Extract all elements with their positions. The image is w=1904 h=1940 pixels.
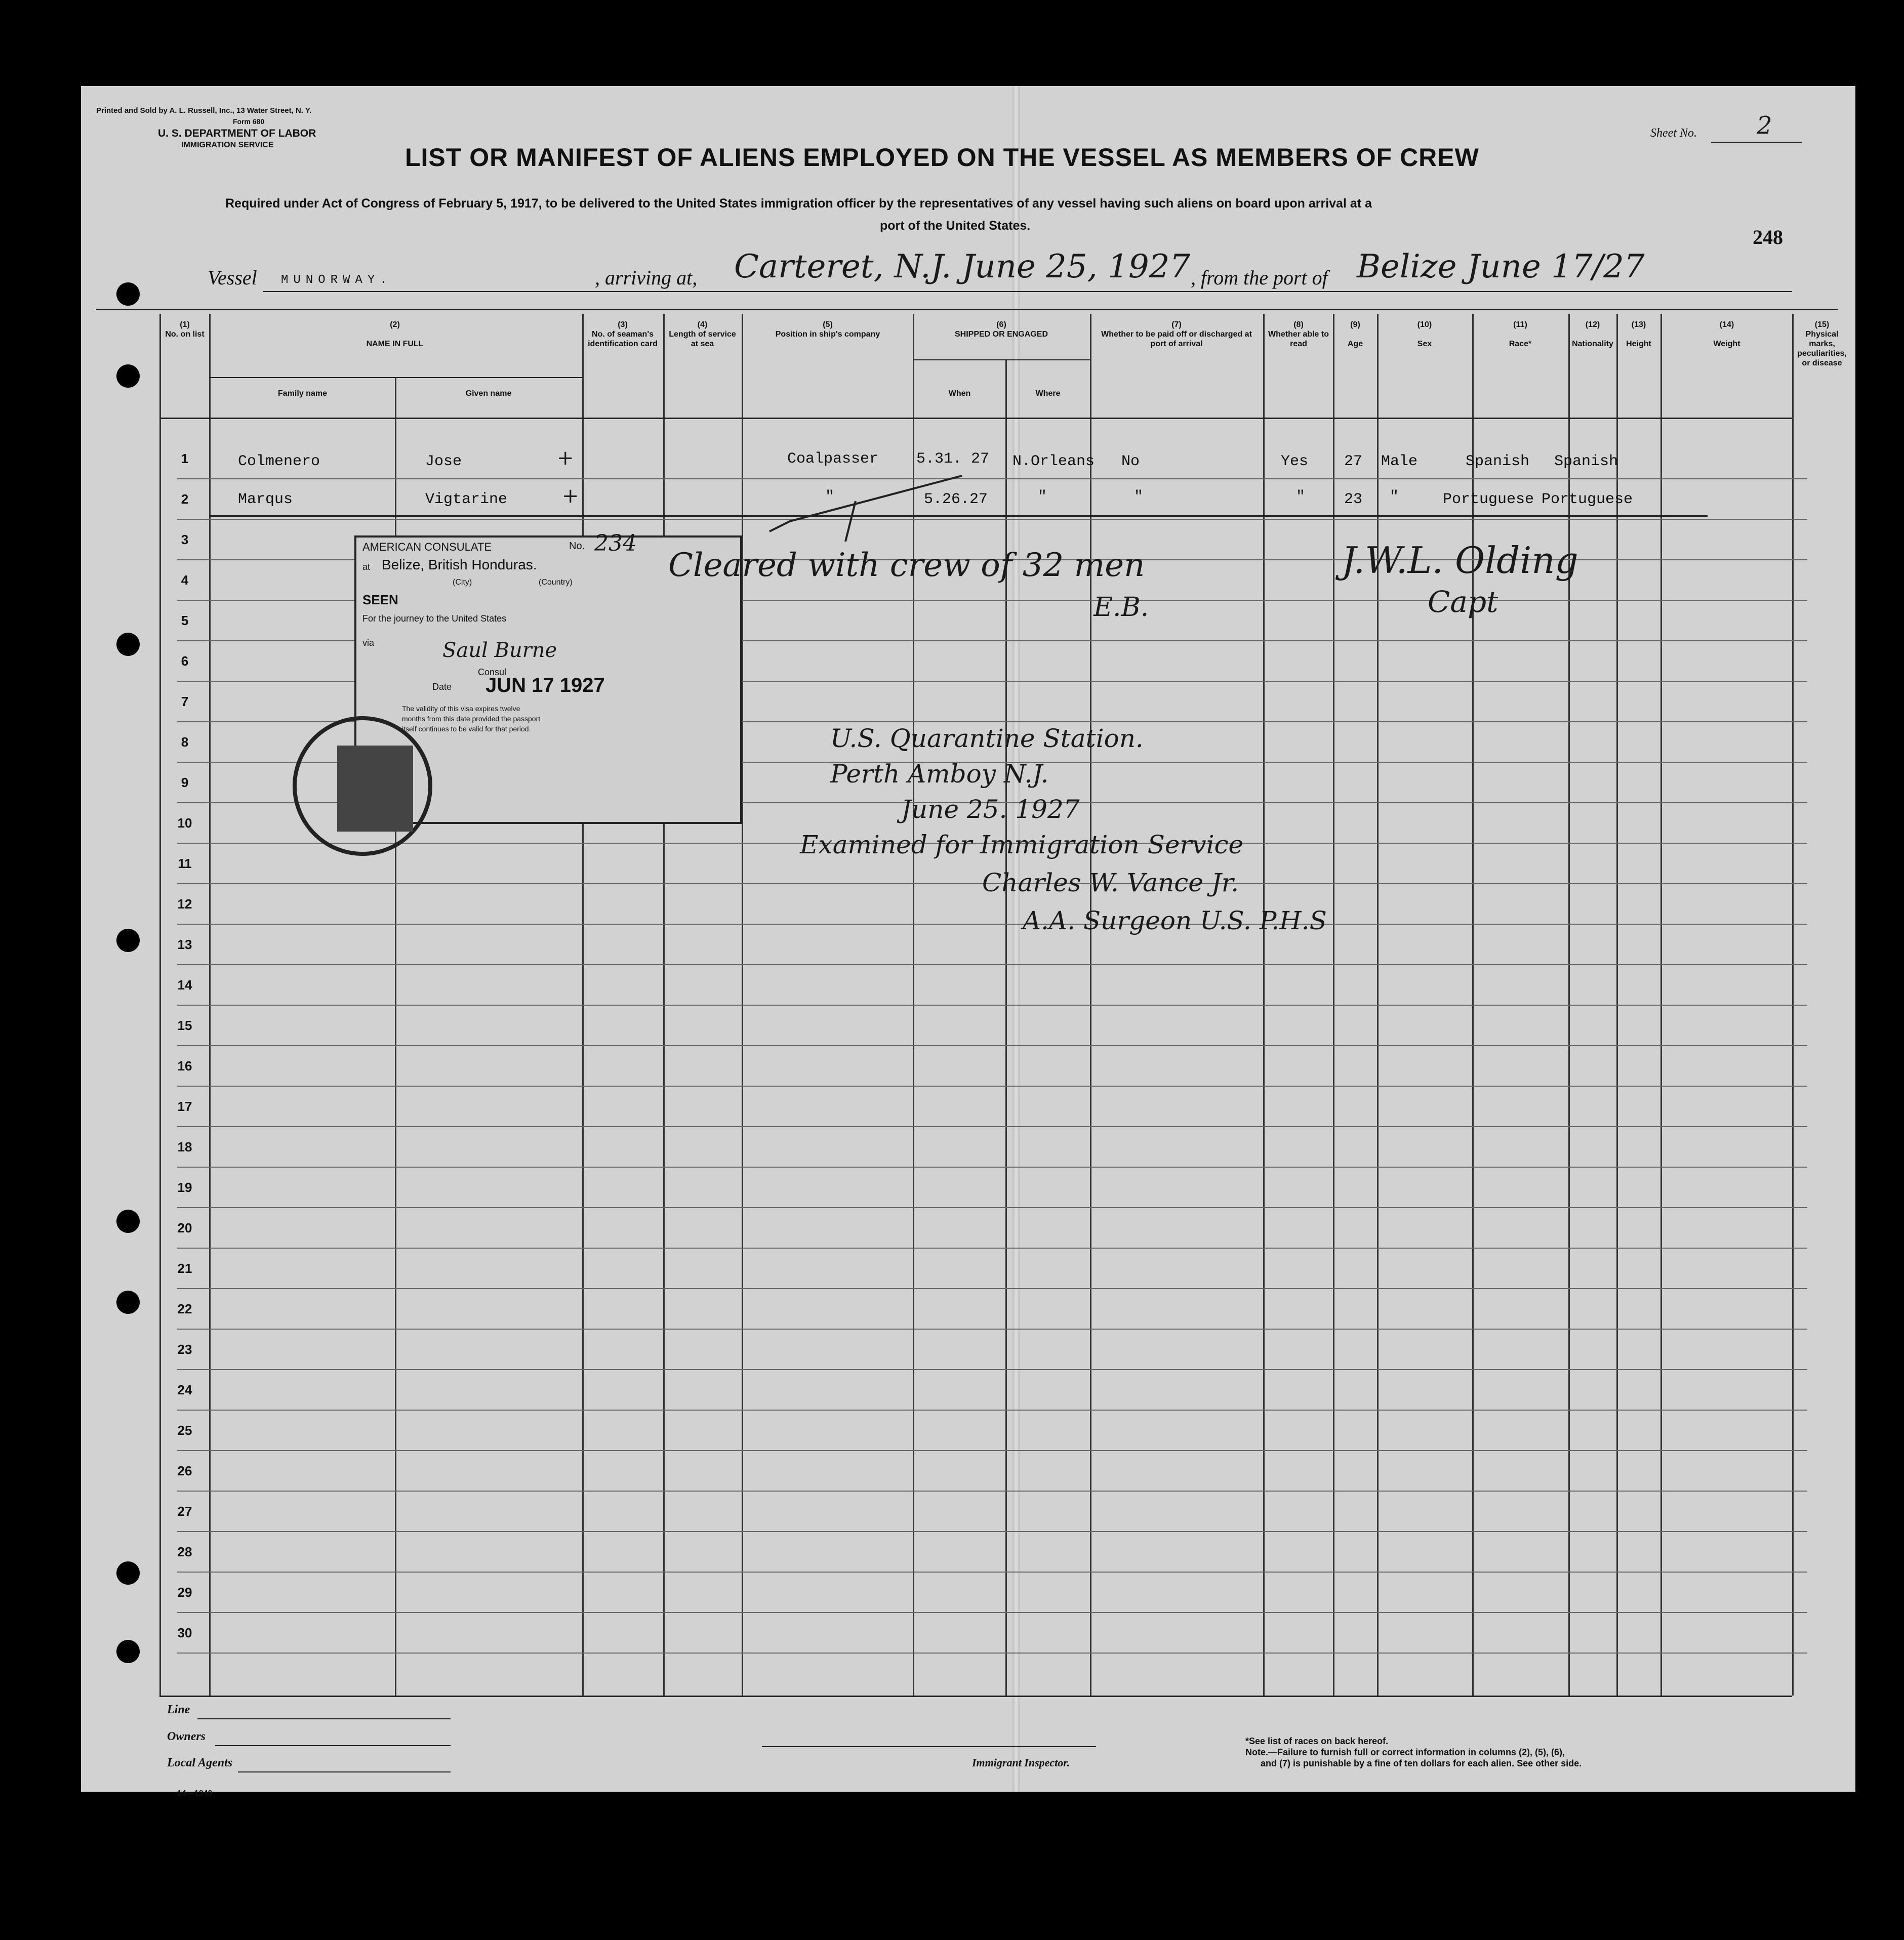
stamp-validity-1: The validity of this visa expires twelve [402,705,520,713]
row-number: 3 [181,532,189,547]
agents-field [238,1771,451,1772]
col15-header: (15) Physical marks, peculiarities, or disease [1797,320,1847,367]
mark-cell: + [557,446,574,470]
row-number: 4 [181,572,189,588]
row-number: 22 [177,1301,192,1316]
footnote-fine-1: Note.—Failure to furnish full or correct information in columns (2), (5), (6), [1245,1747,1565,1757]
sex-cell: Male [1381,453,1418,470]
row-number: 7 [181,694,189,709]
row-line [177,1045,1807,1046]
position-cell: Coalpasser [787,450,879,468]
row-number: 17 [177,1099,192,1114]
row-number: 27 [177,1504,192,1519]
row-line [177,1572,1807,1573]
row-line [177,964,1807,965]
sheet-number: 2 [1757,111,1772,140]
row-number: 1 [181,451,189,466]
sex-cell: " [1390,488,1399,506]
stamp-validity-2: months from this date provided the passport [402,715,541,723]
col5-header: (5) Position in ship's company [775,320,880,339]
col12-header: (12) Nationality [1572,320,1613,348]
table-bottom-line [159,1696,1792,1697]
age-cell: 27 [1344,453,1363,470]
consul-signature: Saul Burne [442,639,557,662]
row-number: 25 [177,1423,192,1438]
name-subheader-line [209,377,582,378]
col2-header: (2) NAME IN FULL [366,320,424,348]
quarantine-line1: U.S. Quarantine Station. [830,724,1144,753]
row-line [177,1248,1807,1249]
row-number: 30 [177,1625,192,1640]
nationality-cell: Portuguese [1542,491,1633,508]
row-number: 8 [181,734,189,750]
row-number: 29 [177,1585,192,1600]
race-cell: Spanish [1466,453,1530,470]
row-number: 21 [177,1261,192,1276]
page-number: 248 [1753,226,1783,249]
table-top-border [96,309,1838,310]
line-field [197,1718,451,1719]
row-number: 24 [177,1382,192,1397]
row-number: 15 [177,1018,192,1033]
col9-header: (9) Age [1347,320,1363,348]
stamp-header: AMERICAN CONSULATE [362,541,492,553]
binder-hole [116,364,140,388]
read-cell: Yes [1281,453,1309,470]
read-cell: " [1296,488,1306,506]
col8-header: (8) Whether able to read [1268,320,1329,348]
where-header: Where [1035,389,1061,398]
form-code: 14—1240 [177,1789,213,1798]
vessel-label: Vessel [208,266,257,289]
subtitle-line1: Required under Act of Congress of February 5, 1917, to be delivered to the United States immigration officer by the representatives of any vessel having such aliens on board upon arrival at a [225,196,1372,211]
row-number: 26 [177,1463,192,1478]
consular-seal [293,716,432,856]
quarantine-line5: Charles W. Vance Jr. [982,868,1239,897]
subtitle-line2: port of the United States. [880,219,1031,233]
binder-hole [116,1210,140,1233]
quarantine-line4: Examined for Immigration Service [800,830,1244,859]
stamp-via-label: via [362,638,375,648]
position-cell: " [825,488,835,506]
row-number: 28 [177,1544,192,1559]
col3-header: (3) No. of seaman's identification card [588,320,658,348]
row-number: 11 [178,856,192,871]
row-line [177,1410,1807,1411]
page-title: LIST OR MANIFEST OF ALIENS EMPLOYED ON THE VESSEL AS MEMBERS OF CREW [405,143,1479,172]
stamp-city-country: Belize, British Honduras. [382,557,537,572]
inspector-label: Immigrant Inspector. [972,1756,1070,1769]
check-mark [759,471,972,542]
stamp-country-label: (Country) [539,578,573,587]
age-cell: 23 [1344,491,1363,508]
where-cell: N.Orleans [1012,453,1095,470]
stamp-at-label: at [362,562,371,572]
row-number: 9 [181,775,189,790]
quarantine-line2: Perth Amboy N.J. [830,759,1049,789]
stamp-no-value: 234 [594,530,637,556]
stamp-date-label: Date [432,682,452,692]
binder-hole [116,1640,140,1663]
stamp-no-label: No. [569,541,585,552]
binder-hole [116,1291,140,1314]
given-name-cell: Jose [425,453,462,470]
paid-off-cell: " [1134,488,1144,506]
col11-header: (11) Race* [1509,320,1532,348]
col13-header: (13) Height [1626,320,1651,348]
where-cell: " [1038,488,1047,506]
owners-label: Owners [167,1730,206,1743]
inspector-line [762,1746,1096,1747]
cleared-note: Cleared with crew of 32 men [668,547,1145,584]
row-number: 10 [177,815,192,831]
stamp-seen: SEEN [362,592,398,607]
col-line [159,314,161,1696]
row-line [177,1491,1807,1492]
given-name-cell: Vigtarine [425,491,508,508]
row-line [177,1531,1807,1532]
given-name-header: Given name [465,389,512,398]
arriving-value: Carteret, N.J. June 25, 1927 [734,248,1191,285]
binder-hole [116,929,140,952]
department: U. S. DEPARTMENT OF LABOR [158,128,316,139]
col4-header: (4) Length of service at sea [669,320,736,348]
row-line [177,1369,1807,1370]
when-header: When [948,389,971,398]
family-name-cell: Marqus [238,491,293,508]
owners-field [215,1745,451,1746]
from-label: , from the port of [1191,266,1328,289]
quarantine-line3: June 25. 1927 [901,795,1080,824]
master-signature: J.W.L. Olding [1342,539,1578,582]
binder-hole [116,1561,140,1585]
family-name-cell: Colmenero [238,453,320,470]
row-number: 12 [177,896,192,912]
nationality-cell: Spanish [1554,453,1618,470]
stamp-consul-label: Consul [478,667,507,677]
stamp-journey: For the journey to the United States [362,613,507,624]
seal-center [337,746,413,832]
row-line [177,1086,1807,1087]
row-line [177,1450,1807,1451]
service: IMMIGRATION SERVICE [181,141,274,149]
row-line [177,478,1807,479]
form-number: Form 680 [233,117,265,126]
row-line [177,1329,1807,1330]
col14-header: (14) Weight [1713,320,1740,348]
col6-header: (6) SHIPPED OR ENGAGED [954,320,1048,339]
col1-header: (1) No. on list [165,320,205,339]
quarantine-line6: A.A. Surgeon U.S. P.H.S [1023,906,1327,935]
sheet-label: Sheet No. [1650,127,1697,140]
local-agents-label: Local Agents [167,1756,233,1769]
binder-hole [116,633,140,656]
footnote-fine-2: and (7) is punishable by a fine of ten dollars for each alien. See other side. [1261,1758,1582,1768]
cleared-initials: E.B. [1093,592,1149,623]
row-number: 18 [177,1139,192,1154]
sheet-number-line [1711,142,1802,143]
paid-off-cell: No [1121,453,1140,470]
from-value: Belize June 17/27 [1357,248,1645,285]
row-number: 20 [177,1220,192,1235]
row-line [177,1612,1807,1613]
footnote-races: *See list of races on back hereof. [1245,1736,1389,1746]
row-number: 5 [181,613,189,628]
when-cell: 5.31. 27 [916,450,990,468]
row-line [177,1288,1807,1289]
vessel-underline [263,291,1792,292]
family-name-header: Family name [278,389,327,398]
row-number: 6 [181,653,189,669]
row-line [177,924,1807,925]
manifest-sheet [81,86,1855,1798]
row-number: 2 [181,491,189,507]
row-line [177,1207,1807,1208]
shipped-subheader-line [913,359,1090,360]
header-bottom-line [159,418,1792,419]
line-label: Line [167,1703,190,1716]
arriving-label: , arriving at, [595,266,698,289]
master-title: Capt [1428,585,1498,619]
row-line [177,519,1807,520]
row-line [177,1005,1807,1006]
stamp-date-value: JUN 17 1927 [485,674,605,696]
row-number: 14 [177,977,192,993]
printer-line: Printed and Sold by A. L. Russell, Inc., 13 Water Street, N. Y. [96,106,312,115]
row-line [177,1653,1807,1654]
row-number: 16 [177,1058,192,1074]
race-cell: Portuguese [1443,491,1534,508]
stamp-validity-3: itself continues to be valid for that period. [402,725,531,733]
when-cell: 5.26.27 [924,491,988,508]
col10-header: (10) Sex [1417,320,1432,348]
fold-crease [1012,86,1020,1792]
stamp-city-label: (City) [453,578,472,587]
binder-hole [116,282,140,306]
row-line [177,1167,1807,1168]
col7-header: (7) Whether to be paid off or discharged at port of arrival [1101,320,1252,348]
mark-cell: + [562,484,579,508]
row-line [177,1126,1807,1127]
row-number: 19 [177,1180,192,1195]
row-number: 13 [177,937,192,952]
vessel-name: MUNORWAY. [281,273,392,287]
row-number: 23 [177,1342,192,1357]
